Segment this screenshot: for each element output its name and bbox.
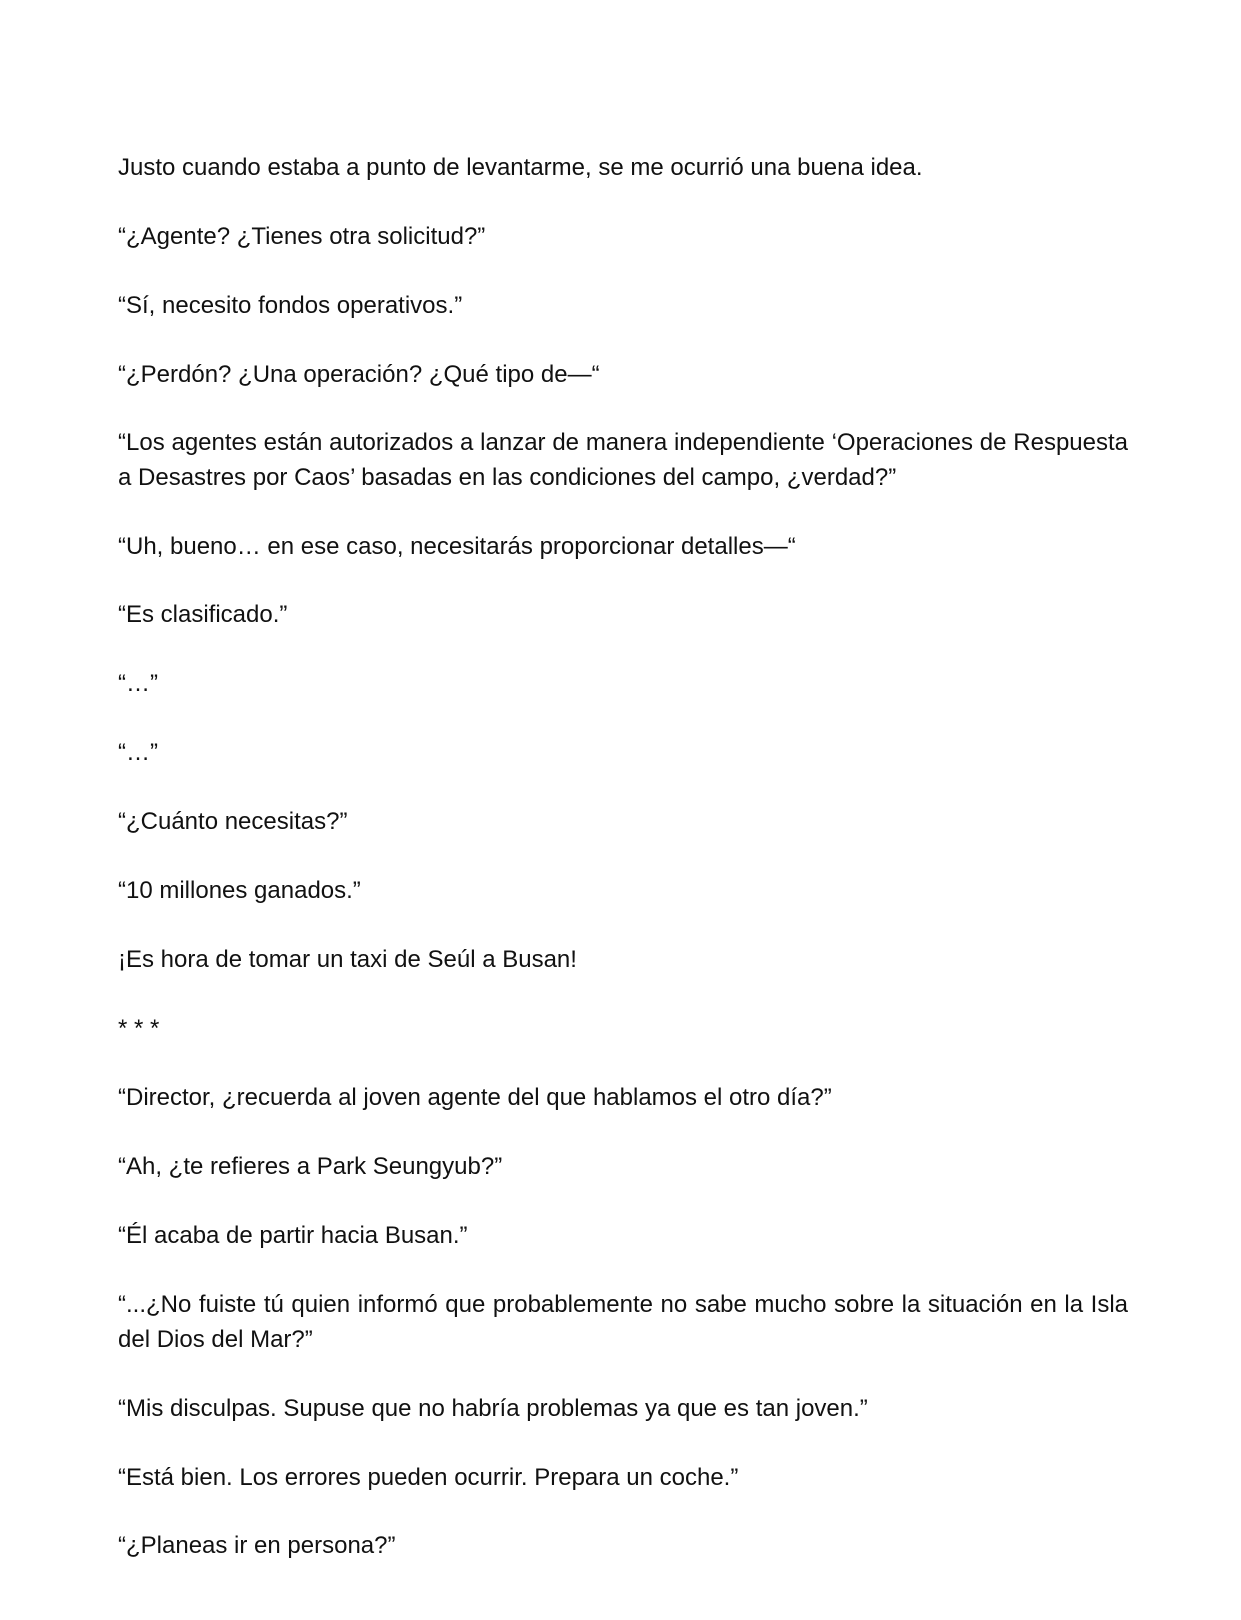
paragraph-narration-taxi: ¡Es hora de tomar un taxi de Seúl a Busan! (118, 946, 577, 973)
paragraph-dialogue-prepare-car: “Está bien. Los errores pueden ocurrir. Prepara un coche.” (118, 1464, 739, 1491)
paragraph-narration-idea: Justo cuando estaba a punto de levantarme, se me ocurrió una buena idea. (118, 154, 923, 181)
paragraph-dialogue-how-much: “¿Cuánto necesitas?” (118, 808, 348, 835)
paragraph-dialogue-in-person: “¿Planeas ir en persona?” (118, 1532, 396, 1559)
paragraph-dialogue-park-seungyub: “Ah, ¿te refieres a Park Seungyub?” (118, 1153, 503, 1180)
paragraph-dialogue-amount: “10 millones ganados.” (118, 877, 361, 904)
paragraph-dialogue-agent-request: “¿Agente? ¿Tienes otra solicitud?” (118, 223, 486, 250)
paragraph-dialogue-classified: “Es clasificado.” (118, 601, 288, 628)
paragraph-dialogue-left-busan: “Él acaba de partir hacia Busan.” (118, 1222, 468, 1249)
paragraph-dialogue-operation-question: “¿Perdón? ¿Una operación? ¿Qué tipo de—“ (118, 361, 600, 388)
paragraph-dialogue-director: “Director, ¿recuerda al joven agente del que hablamos el otro día?” (118, 1084, 832, 1111)
paragraph-dialogue-ellipsis-1: “…” (118, 670, 158, 697)
paragraph-dialogue-details: “Uh, bueno… en ese caso, necesitarás proporcionar detalles—“ (118, 533, 796, 560)
paragraph-dialogue-funds: “Sí, necesito fondos operativos.” (118, 292, 463, 319)
paragraph-dialogue-ellipsis-2: “…” (118, 739, 158, 766)
paragraph-dialogue-apologies: “Mis disculpas. Supuse que no habría problemas ya que es tan joven.” (118, 1395, 868, 1422)
scene-break: * * * (118, 1015, 160, 1042)
paragraph-dialogue-report: “...¿No fuiste tú quien informó que probablemente no sabe mucho sobre la situación en la Isla del Dios del Mar?” (118, 1291, 1128, 1353)
paragraph-dialogue-authorization: “Los agentes están autorizados a lanzar de manera independiente ‘Operaciones de Respuesta a Desastres por Caos’ basadas en las condiciones del campo, ¿verdad?” (118, 429, 1128, 491)
